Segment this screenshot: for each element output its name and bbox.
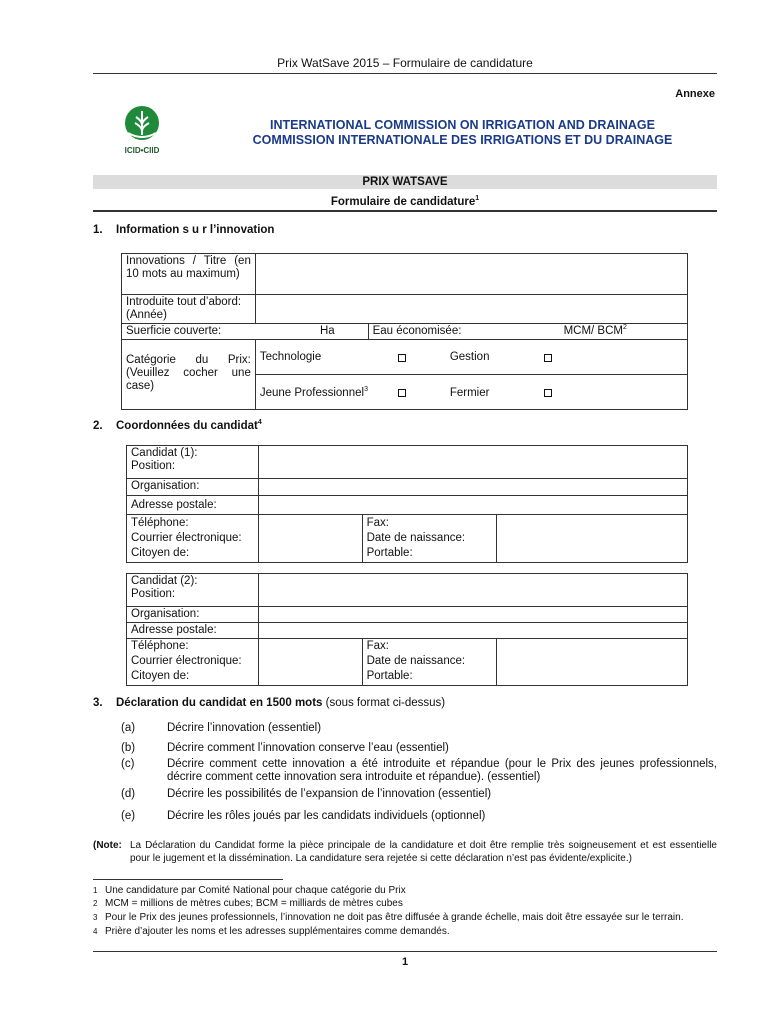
- fax-input[interactable]: [497, 515, 688, 532]
- icid-logo: [112, 103, 172, 159]
- list-item-text: Décrire les rôles joués par les candidats individuels (optionnel): [167, 810, 486, 822]
- section-3-subtitle: (sous format ci-dessus): [322, 697, 446, 709]
- naissance-input-2[interactable]: [497, 654, 688, 669]
- portable-label: Portable:: [362, 546, 497, 562]
- section-2-title: Coordonnées du candidat: [116, 420, 258, 432]
- list-item-letter: (a): [121, 722, 136, 734]
- titre-input[interactable]: [255, 254, 687, 295]
- org-name-en: INTERNATIONAL COMMISSION ON IRRIGATION AND DRAINAGE: [270, 118, 655, 132]
- fax-label: Fax:: [362, 515, 497, 532]
- section-3-heading: [93, 697, 445, 709]
- portable-label-2: Portable:: [362, 669, 497, 685]
- list-item: [121, 810, 717, 823]
- footnote-number: 2: [93, 899, 98, 908]
- naissance-input[interactable]: [497, 531, 688, 546]
- section-1-title: Information s u r l’innovation: [116, 224, 275, 236]
- introduit-label: Introduite tout d’abord: (Année): [122, 295, 256, 324]
- footnote-ref-3: 3: [364, 386, 368, 394]
- list-item: [121, 742, 717, 755]
- adresse-label-2: Adresse postale:: [127, 623, 259, 639]
- ha-unit: Ha: [320, 325, 335, 337]
- note-block: [93, 839, 717, 865]
- cat-gestion-checkbox[interactable]: [544, 354, 552, 362]
- adresse-label: Adresse postale:: [127, 496, 259, 515]
- telephone-input[interactable]: [258, 515, 362, 532]
- innovation-table: [121, 253, 688, 410]
- categorie-row-1: [255, 340, 687, 375]
- telephone-label-2: Téléphone:: [127, 639, 259, 655]
- organisation-input-2[interactable]: [258, 607, 687, 623]
- naissance-label: Date de naissance:: [362, 531, 497, 546]
- footnote-ref-4: 4: [257, 419, 262, 427]
- citoyen-input[interactable]: [258, 546, 362, 562]
- organisation-label-2: Organisation:: [127, 607, 259, 623]
- footnote: [93, 897, 403, 910]
- portable-input-2[interactable]: [497, 669, 688, 685]
- list-item-letter: (d): [121, 788, 136, 800]
- section-1-heading: [93, 224, 274, 236]
- prize-banner: PRIX WATSAVE: [93, 175, 717, 189]
- surface-label: Suerficie couverte:: [126, 325, 222, 337]
- page-footer-divider: [93, 951, 717, 952]
- position-label: Position:: [131, 460, 176, 472]
- form-title: [93, 196, 717, 212]
- note-text: La Déclaration du Candidat forme la pièce principale de la candidature et doit être remplie très soigneusement et est essentielle pour le jugement et la dissémination. La candidature sera rejetée si cette déclaration n’est pas évidente/explicite.): [130, 840, 717, 864]
- telephone-label: Téléphone:: [127, 515, 259, 532]
- citoyen-input-2[interactable]: [258, 669, 362, 685]
- organisation-input[interactable]: [258, 479, 687, 496]
- section-3-title: Déclaration du candidat en 1500 mots: [116, 697, 323, 709]
- list-item-text: Décrire comment l’innovation conserve l’eau (essentiel): [167, 742, 449, 754]
- logo-text: ICID•CIID: [124, 146, 160, 155]
- cat-jeune-label: [260, 387, 368, 400]
- candidat-1-label: Candidat (1):: [131, 447, 198, 459]
- courrier-input-2[interactable]: [258, 654, 362, 669]
- cat-fermier-label: Fermier: [449, 387, 490, 399]
- candidat-2-table: [126, 573, 688, 686]
- adresse-input[interactable]: [258, 496, 687, 515]
- portable-input[interactable]: [497, 546, 688, 562]
- section-3-number: 3.: [93, 697, 103, 709]
- surface-cell[interactable]: [122, 324, 369, 340]
- categorie-row-2: [255, 375, 687, 410]
- list-item-letter: (e): [121, 810, 136, 822]
- candidat-1-table: [126, 445, 688, 563]
- adresse-input-2[interactable]: [258, 623, 687, 639]
- footnote-text: Prière d’ajouter les noms et les adresses supplémentaires comme demandés.: [105, 926, 450, 937]
- categorie-label: Catégorie du Prix: (Veuillez cocher une case): [122, 340, 256, 410]
- candidat-1-label-cell: [127, 446, 259, 479]
- list-item-letter: (b): [121, 742, 136, 754]
- position-label-2: Position:: [131, 588, 176, 600]
- footnote-divider: [93, 879, 283, 880]
- eau-cell[interactable]: [368, 324, 687, 340]
- candidat-2-input[interactable]: [258, 574, 687, 607]
- mcm-unit: [564, 325, 627, 338]
- telephone-input-2[interactable]: [258, 639, 362, 655]
- fax-label-2: Fax:: [362, 639, 497, 655]
- list-item: [121, 788, 717, 801]
- footnote-text: Pour le Prix des jeunes professionnels, l’innovation ne doit pas être diffusée à grande échelle, mais doit être essayée sur le terrain.: [105, 912, 684, 923]
- cat-jeune-checkbox[interactable]: [398, 389, 406, 397]
- candidat-2-label-cell: [127, 574, 259, 607]
- footnote: [93, 925, 450, 938]
- naissance-label-2: Date de naissance:: [362, 654, 497, 669]
- list-item: [121, 758, 717, 784]
- eau-label: Eau économisée:: [372, 325, 462, 337]
- list-item-text: Décrire l’innovation (essentiel): [167, 722, 322, 734]
- form-title-text: Formulaire de candidature: [330, 196, 476, 208]
- courrier-label-2: Courrier électronique:: [127, 654, 259, 669]
- citoyen-label: Citoyen de:: [127, 546, 259, 562]
- organisation-label: Organisation:: [127, 479, 259, 496]
- courrier-label: Courrier électronique:: [127, 531, 259, 546]
- page-number: 1: [401, 956, 409, 968]
- annexe-label: Annexe: [675, 88, 715, 100]
- introduit-input[interactable]: [255, 295, 687, 324]
- footnote-number: 4: [93, 927, 98, 936]
- candidat-2-label: Candidat (2):: [131, 575, 198, 587]
- declaration-list: [121, 722, 717, 830]
- footnote-ref-2: 2: [622, 324, 627, 332]
- list-item-letter: (c): [121, 758, 135, 770]
- section-1-number: 1.: [93, 224, 103, 236]
- cat-fermier-checkbox[interactable]: [544, 389, 552, 397]
- footnote-number: 1: [93, 886, 98, 895]
- footnote: [93, 911, 683, 924]
- fax-input-2[interactable]: [497, 639, 688, 655]
- citoyen-label-2: Citoyen de:: [127, 669, 259, 685]
- page-header: Prix WatSave 2015 – Formulaire de candidature: [93, 56, 717, 74]
- org-name-fr: COMMISSION INTERNATIONALE DES IRRIGATIONS ET DU DRAINAGE: [252, 133, 673, 147]
- section-2-number: 2.: [93, 420, 103, 432]
- list-item: [121, 722, 717, 735]
- candidat-1-input[interactable]: [258, 446, 687, 479]
- footnote-text: Une candidature par Comité National pour chaque catégorie du Prix: [105, 885, 406, 896]
- cat-technologie-checkbox[interactable]: [398, 354, 406, 362]
- note-label: (Note:: [93, 840, 122, 851]
- section-2-heading: [93, 420, 262, 432]
- footnote: [93, 884, 406, 897]
- cat-gestion-label: Gestion: [449, 351, 490, 363]
- footnote-ref-1: 1: [475, 195, 480, 203]
- footnote-text: MCM = millions de mètres cubes; BCM = milliards de mètres cubes: [105, 898, 403, 909]
- list-item-text: Décrire les possibilités de l’expansion de l’innovation (essentiel): [167, 788, 492, 800]
- courrier-input[interactable]: [258, 531, 362, 546]
- organization-names: [230, 118, 695, 148]
- mcm-text: MCM/ BCM: [563, 325, 623, 337]
- cat-jeune-text: Jeune Professionnel: [259, 387, 365, 399]
- list-item-text: Décrire comment cette innovation a été introduite et répandue (pour le Prix des jeunes professionnels, décrire comment cette innovation sera introduite et répandue). (essentiel): [167, 758, 717, 783]
- titre-label: Innovations / Titre (en 10 mots au maximum): [122, 254, 256, 295]
- cat-technologie-label: Technologie: [259, 351, 322, 363]
- footnote-number: 3: [93, 913, 98, 922]
